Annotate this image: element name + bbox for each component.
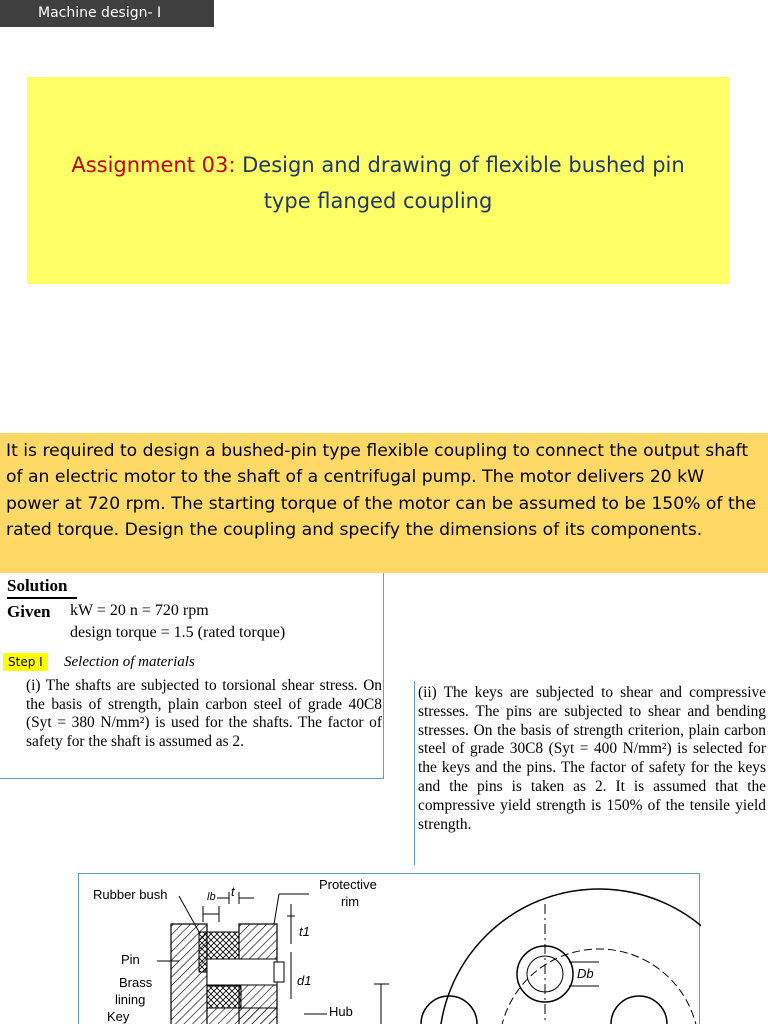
pin [207, 959, 277, 985]
solution-underline [7, 597, 77, 599]
label-lining: lining [115, 992, 146, 1007]
step-badge: Step I [3, 653, 48, 671]
label-d1: d1 [297, 973, 312, 988]
solution-panel [0, 573, 384, 779]
problem-statement [0, 433, 768, 573]
coupling-drawing [79, 874, 701, 1024]
assignment-title-line2: type flanged coupling [263, 189, 493, 213]
course-title: Machine design- I [38, 5, 162, 21]
coupling-figure [78, 873, 700, 1024]
given-values: kW = 20 n = 720 rpm [70, 602, 209, 619]
label-t: t [231, 884, 235, 899]
label-lb: lb [207, 891, 216, 903]
solution-heading: Solution [7, 576, 68, 595]
paragraph-keys-pins: (ii) The keys are subjected to shear and compressive stresses. The pins are subjected to shear and bending stresses. On the basis of strength criterion, plain carbon steel of grade 30C8 (Syt = 400 N/mm²) is selected for the keys and the pins. The factor of safety for the keys and the pins is taken as 2. It is assumed that the compressive yield strength is 150% of the tensile yield strength. [418, 684, 766, 833]
keys-pins-panel [414, 681, 768, 865]
given-label: Given [7, 602, 51, 621]
label-key: Key [107, 1009, 130, 1024]
flange-outline [439, 889, 701, 1024]
brass-lining [207, 986, 241, 1008]
pin-hole-left [421, 996, 477, 1024]
pin-nut [274, 962, 284, 982]
label-hub: Hub [329, 1004, 353, 1019]
hub [207, 1008, 277, 1024]
assignment-title [27, 147, 729, 219]
label-db: Db [577, 966, 594, 981]
label-protective: Protective [319, 877, 377, 892]
step-title: Selection of materials [64, 654, 195, 670]
label-brass: Brass [119, 975, 153, 990]
course-tag [0, 0, 214, 27]
pin-hole-right [611, 996, 667, 1024]
assignment-title-line1: Design and drawing of flexible bushed pin [242, 153, 685, 177]
assignment-number: Assignment 03: [71, 153, 236, 177]
title-banner [27, 77, 729, 284]
label-rim: rim [341, 894, 360, 909]
paragraph-shafts: (i) The shafts are subjected to torsional shear stress. On the basis of strength, plain carbon steel of grade 40C8 (Syt = 380 N/mm²) is used for the shafts. The factor of safety for the shaft is assumed as 2. [26, 677, 382, 750]
label-pin: Pin [121, 952, 140, 967]
label-rubber-bush: Rubber bush [93, 887, 168, 902]
design-torque: design torque = 1.5 (rated torque) [70, 624, 286, 641]
label-t1: t1 [299, 924, 310, 939]
problem-text: It is required to design a bushed-pin type flexible coupling to connect the output shaft of an electric motor to the shaft of a centrifugal pump. The motor delivers 20 kW power at 720 rpm. The starting torque of the motor can be assumed to be 150% of the rated torque. Design the coupling and specify the dimensions of its components. [6, 441, 757, 541]
